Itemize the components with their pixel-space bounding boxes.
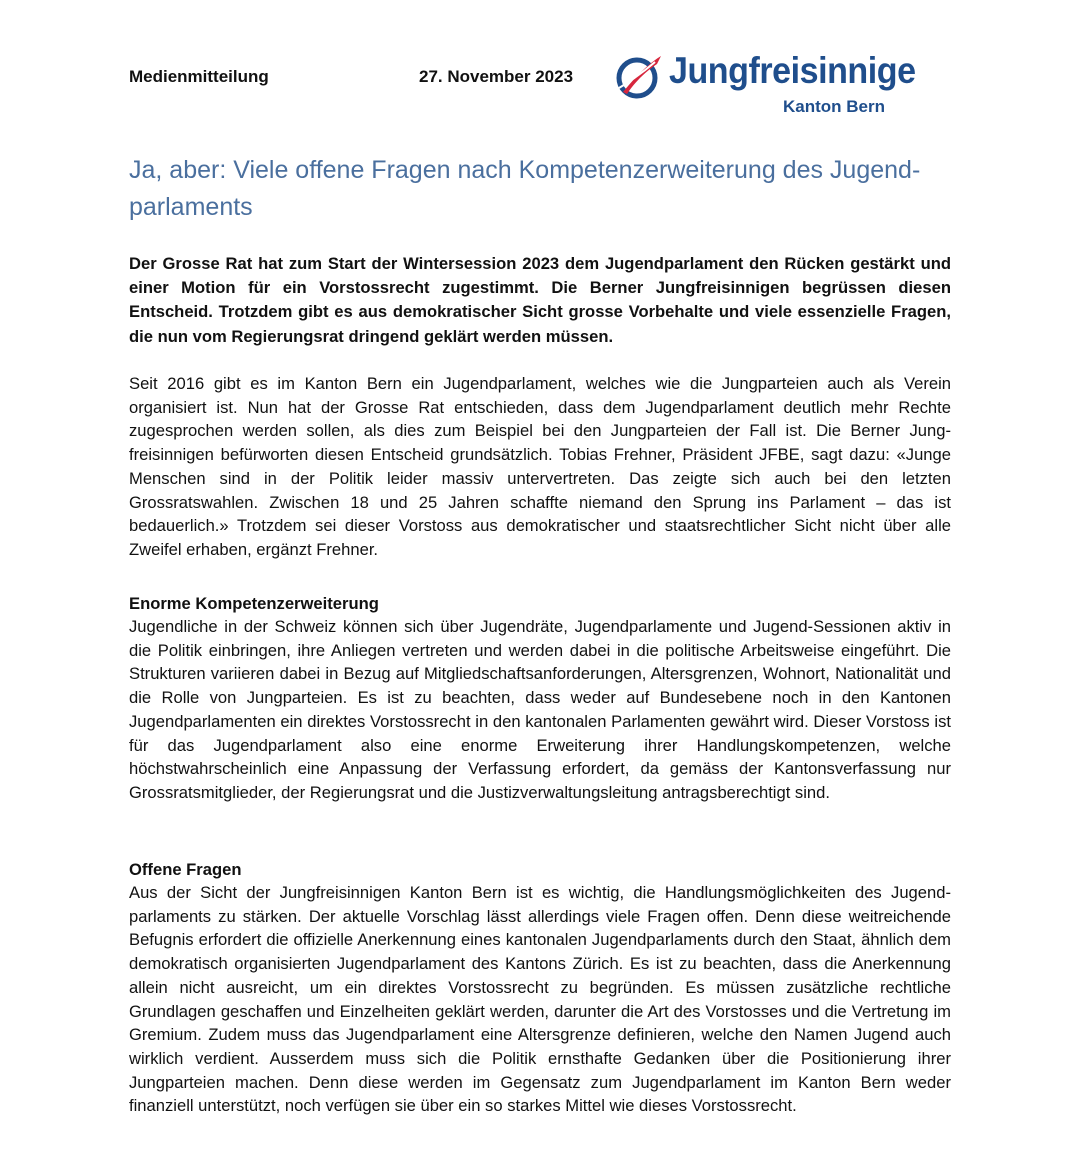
page-title: Ja, aber: Viele offene Fragen nach Kompetenzerweiterung des Jugendparlaments (129, 156, 921, 221)
section-body-kompetenzerweiterung: Jugendliche in der Schweiz können sich über Jugendräte, Jugendparlamente und Jugend-Sessionen aktiv in die Politik einbringen, ihre Anliegen vertreten und werden dabei in die politische Arbeitsweise eingeführt. Die Strukturen variieren dabei in Bezug auf Mitgliedschaftsanforderungen, Altersgrenzen, Wohnort, Nationalität und die Rolle von Jungparteien. Es ist zu beachten, dass weder auf Bundesebene noch in den Kantonen Jugendparlamenten ein direktes Vorstossrecht in den kantonalen Parlamenten gewährt wird. Dieser Vorstoss ist für das Jugendparlament also eine enorme Erweiterung ihrer Handlungskompetenzen, welche höchstwahrscheinlich eine Anpassung der Verfassung erfordert, da gemäss der Kantonsverfassung nur Grossratsmitglieder, der Regierungsrat und die Justizverwaltungsleitung antragsberechtigt sind. (129, 617, 951, 802)
organization-logo (615, 52, 935, 120)
intro-paragraph: Seit 2016 gibt es im Kanton Bern ein Jugendparlament, welches wie die Jungparteien auch als Verein organisiert ist. Nun hat der Grosse Rat entschieden, dass dem Jugendparlament deutlich mehr Rechte zugesprochen werden sollen, als dies zum Beispiel bei den Jungparteien der Fall ist. Die Berner Jungfreisinnigen befürworten diesen Entscheid grundsätzlich. Tobias Frehner, Präsident JFBE, sagt dazu: «Junge Menschen sind in der Politik leider massiv untervertreten. Das zeigte sich auch bei den letzten Grossratswahlen. Zwischen 18 und 25 Jahren schaffte niemand den Sprung ins Parlament – das ist bedauerlich.» Trotzdem sei dieser Vorstoss aus demokratischer und staatsrechtlicher Sicht nicht über alle Zweifel erhaben, ergänzt Frehner. (129, 374, 951, 559)
section-body-offene-fragen: Aus der Sicht der Jungfreisinnigen Kanton Bern ist es wichtig, die Handlungsmöglichkeiten des Jugendparlaments zu stärken. Der aktuelle Vorschlag lässt allerdings viele Fragen offen. Denn diese weitreichende Befugnis erfordert die offizielle Anerkennung eines kantonalen Jugendparlaments durch den Staat, ähnlich dem demokratisch organisierten Jugendparlament des Kantons Zürich. Es ist zu beachten, dass die Anerkennung allein nicht ausreicht, um ein direktes Vorstossrecht zu begründen. Es müssen zusätzliche rechtliche Grundlagen geschaffen und Einzelheiten geklärt werden, darunter die Art des Vorstosses und die Vertretung im Gremium. Zudem muss das Jugendparlament eine Altersgrenze definieren, welche den Namen Jugend auch wirklich verdient. Ausserdem muss sich die Politik ernsthafte Gedanken über die Positionierung ihrer Jungparteien machen. Denn diese werden im Gegensatz zum Jugendparlament im Kanton Bern weder finanziell unterstützt, noch verfügen sie über ein so starkes Mittel wie dieses Vorstossrecht. (129, 883, 951, 1116)
logo-organization-name: Jungfreisinnige (669, 50, 916, 91)
document-date: 27. November 2023 (419, 67, 574, 86)
section-heading-offene-fragen: Offene Fragen (129, 860, 242, 879)
logo-emblem-icon (615, 52, 665, 102)
section-heading-kompetenzerweiterung: Enorme Kompetenzerweiterung (129, 594, 379, 613)
document-type-label: Medienmitteilung (129, 67, 269, 86)
logo-region-subtitle: Kanton Bern (783, 97, 885, 116)
lead-paragraph: Der Grosse Rat hat zum Start der Wintersession 2023 dem Jugendparlament den Rücken gestärkt und einer Motion für ein Vorstossrecht zugestimmt. Die Berner Jungfreisinnigen begrüssen diesen Entscheid. Trotzdem gibt es aus demokratischer Sicht grosse Vorbehalte und viele essenzielle Fragen, die nun vom Regierungsrat dringend geklärt werden müssen. (129, 254, 951, 346)
